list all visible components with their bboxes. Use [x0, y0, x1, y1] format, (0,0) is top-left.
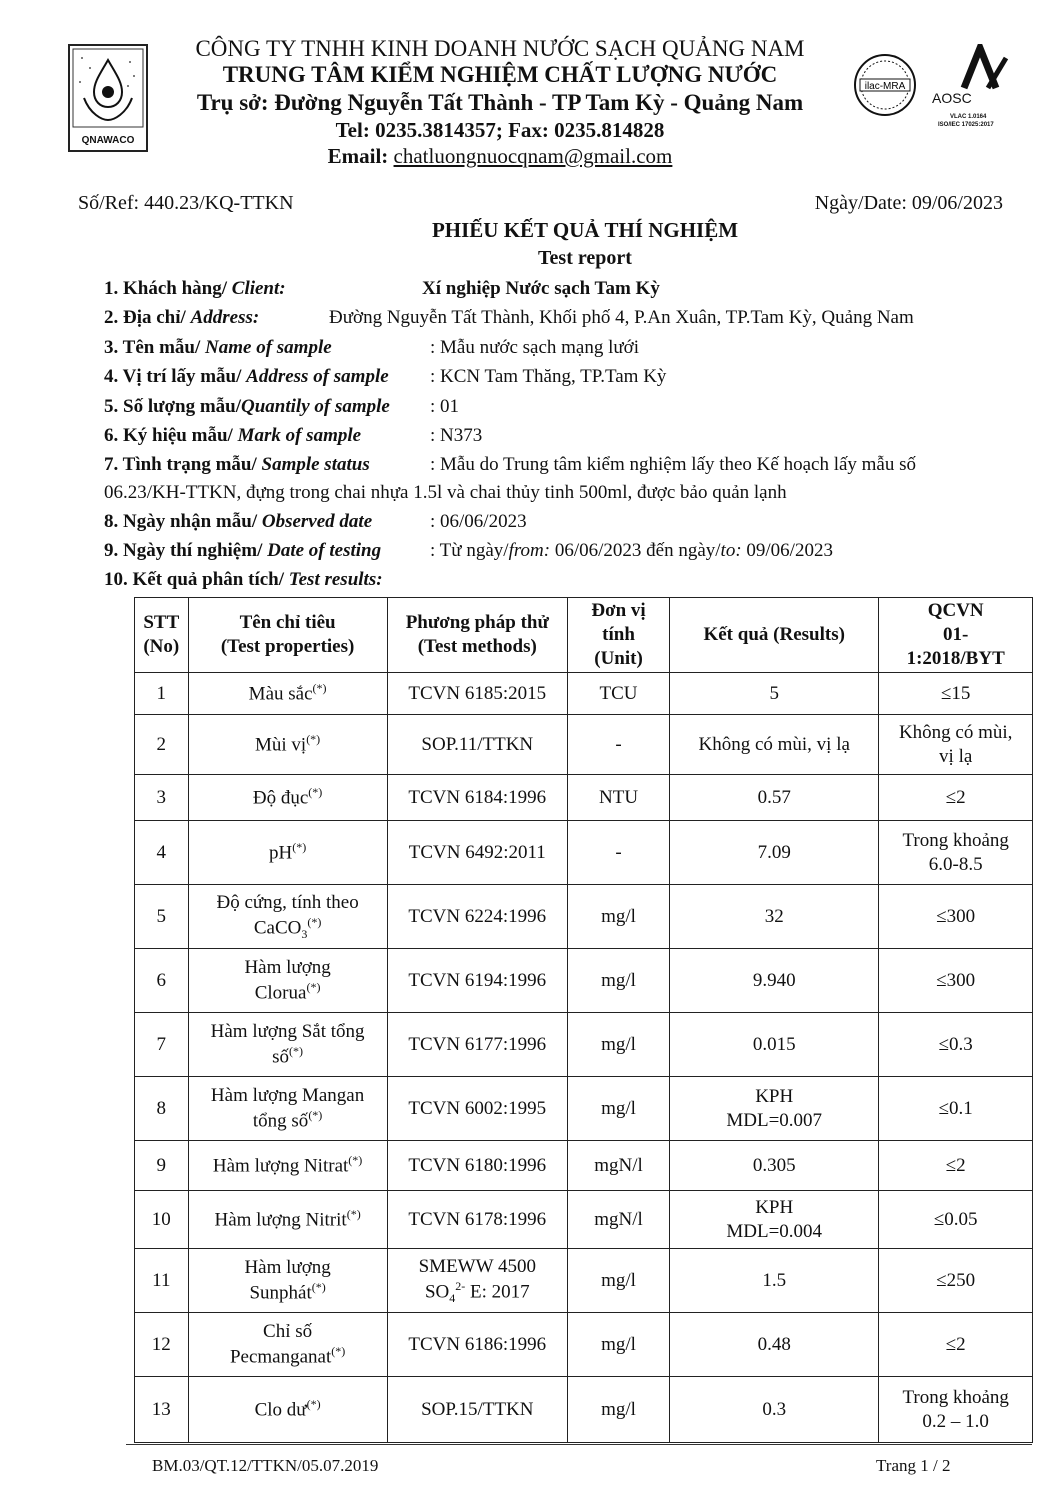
contact-phone: Tel: 0235.3814357; Fax: 0235.814828: [335, 118, 665, 142]
table-header-row: [135, 598, 1033, 673]
quantity-label: 5. Số lượng mẫu/Quantily of sample: [104, 396, 390, 417]
cell-limit: ≤250: [879, 1249, 1033, 1313]
cell-method: TCVN 6002:1995: [387, 1077, 567, 1141]
cell-limit: ≤0.1: [879, 1077, 1033, 1141]
mark-label: 6. Ký hiệu mẫu/ Mark of sample: [104, 425, 362, 446]
report-title: PHIẾU KẾT QUẢ THÍ NGHIỆM: [431, 218, 739, 242]
table-row: [135, 715, 1033, 775]
cell-result: 32: [670, 885, 879, 949]
testing-date-value: : Từ ngày/from: 06/06/2023 đến ngày/to: 09/06/2023: [430, 540, 833, 561]
cell-no: 3: [135, 775, 189, 821]
cell-method: TCVN 6178:1996: [387, 1191, 567, 1249]
cell-limit: Trong khoảng 6.0-8.5: [879, 821, 1033, 885]
cell-result: KPH MDL=0.007: [670, 1077, 879, 1141]
received-value: : 06/06/2023: [430, 511, 527, 532]
cell-method: TCVN 6185:2015: [387, 673, 567, 715]
aosc-triangle-icon: [944, 44, 1010, 92]
cell-no: 10: [135, 1191, 189, 1249]
info-address: [104, 307, 914, 329]
cell-property: Hàm lượng Sunphát(*): [188, 1249, 387, 1313]
report-subtitle: Test report: [538, 247, 632, 269]
cell-unit: mg/l: [568, 1077, 670, 1141]
mark-value: : N373: [430, 425, 483, 446]
cell-unit: mg/l: [568, 1377, 670, 1443]
cell-method: TCVN 6194:1996: [387, 949, 567, 1013]
cell-result: 0.57: [670, 775, 879, 821]
cell-result: 5: [670, 673, 879, 715]
cell-no: 6: [135, 949, 189, 1013]
cell-no: 9: [135, 1141, 189, 1191]
vlac-label: VLAC 1.0164: [950, 114, 987, 120]
cell-property: Hàm lượng Nitrit(*): [188, 1191, 387, 1249]
table-row: [135, 673, 1033, 715]
cell-unit: -: [568, 821, 670, 885]
cell-unit: mg/l: [568, 949, 670, 1013]
logo-caption: QNAWACO: [81, 135, 135, 146]
cell-limit: ≤2: [879, 775, 1033, 821]
cell-limit: ≤2: [879, 1141, 1033, 1191]
sample-location-label: 4. Vị trí lấy mẫu/ Address of sample: [104, 366, 389, 387]
cell-no: 7: [135, 1013, 189, 1077]
office-address: Trụ sở: Đường Nguyễn Tất Thành - TP Tam Kỳ - Quảng Nam: [196, 90, 804, 115]
cell-property: Clo dư(*): [188, 1377, 387, 1443]
table-row: [135, 1249, 1033, 1313]
cell-property: Độ đục(*): [188, 775, 387, 821]
cell-method: TCVN 6177:1996: [387, 1013, 567, 1077]
header-method: Phương pháp thử (Test methods): [387, 598, 567, 673]
cell-no: 12: [135, 1313, 189, 1377]
table-row: [135, 1313, 1033, 1377]
cell-result: 0.015: [670, 1013, 879, 1077]
table-row: [135, 1191, 1033, 1249]
cell-limit: Không có mùi, vị lạ: [879, 715, 1033, 775]
cell-no: 5: [135, 885, 189, 949]
cell-property: pH(*): [188, 821, 387, 885]
cell-result: 7.09: [670, 821, 879, 885]
sample-location-value: : KCN Tam Thăng, TP.Tam Kỳ: [430, 366, 667, 387]
info-testing-date: [104, 540, 833, 562]
info-mark: [104, 425, 483, 447]
status-label: 7. Tình trạng mẫu/ Sample status: [104, 454, 370, 475]
cell-result: 0.305: [670, 1141, 879, 1191]
status-value-continued: 06.23/KH-TTKN, đựng trong chai nhựa 1.5l và chai thủy tinh 500ml, được bảo quản lạnh: [104, 482, 787, 503]
aosc-label: AOSC: [932, 90, 972, 106]
cell-result: 0.48: [670, 1313, 879, 1377]
cell-property: Màu sắc(*): [188, 673, 387, 715]
address-label: 2. Địa chỉ/ Address:: [104, 307, 260, 328]
cell-result: KPH MDL=0.004: [670, 1191, 879, 1249]
cell-method: TCVN 6184:1996: [387, 775, 567, 821]
client-value: Xí nghiệp Nước sạch Tam Kỳ: [422, 278, 660, 299]
iso-label: ISO/IEC 17025:2017: [938, 122, 994, 128]
header-property: Tên chỉ tiêu (Test properties): [188, 598, 387, 673]
cell-result: 1.5: [670, 1249, 879, 1313]
sample-name-label: 3. Tên mẫu/ Name of sample: [104, 337, 332, 358]
accreditation-logos: [852, 42, 1012, 138]
cell-method: TCVN 6224:1996: [387, 885, 567, 949]
footer-divider: [126, 1444, 1032, 1445]
cell-property: Hàm lượng Mangan tổng số(*): [188, 1077, 387, 1141]
email-label: Email:: [327, 144, 394, 168]
form-code: BM.03/QT.12/TTKN/05.07.2019: [152, 1456, 379, 1475]
cell-unit: -: [568, 715, 670, 775]
cell-no: 8: [135, 1077, 189, 1141]
cell-method: SOP.11/TTKN: [387, 715, 567, 775]
table-row: [135, 775, 1033, 821]
cell-no: 1: [135, 673, 189, 715]
company-name: CÔNG TY TNHH KINH DOANH NƯỚC SẠCH QUẢNG NAM: [195, 36, 805, 61]
table-row: [135, 885, 1033, 949]
sample-name-value: : Mẫu nước sạch mạng lưới: [430, 337, 640, 358]
cell-unit: NTU: [568, 775, 670, 821]
cell-property: Hàm lượng Sắt tổng số(*): [188, 1013, 387, 1077]
company-logo: [68, 44, 148, 152]
cell-property: Hàm lượng Clorua(*): [188, 949, 387, 1013]
header-unit: Đơn vị tính (Unit): [568, 598, 670, 673]
cell-method: SMEWW 4500 $SO_4^{2-}$ E: 2017: [387, 1249, 567, 1313]
info-status: [104, 454, 917, 476]
cell-unit: mg/l: [568, 1013, 670, 1077]
header-qcvn: QCVN 01- 1:2018/BYT: [879, 598, 1033, 673]
info-quantity: [104, 396, 460, 418]
cell-unit: mg/l: [568, 885, 670, 949]
cell-method: SOP.15/TTKN: [387, 1377, 567, 1443]
cell-unit: mg/l: [568, 1249, 670, 1313]
cell-property: Hàm lượng Nitrat(*): [188, 1141, 387, 1191]
cell-unit: mgN/l: [568, 1141, 670, 1191]
address-value: Đường Nguyễn Tất Thành, Khối phố 4, P.An Xuân, TP.Tam Kỳ, Quảng Nam: [329, 307, 914, 328]
contact-email: [160, 144, 840, 169]
header-stt: STT (No): [135, 598, 189, 673]
client-label: 1. Khách hàng/ Client:: [104, 278, 286, 299]
center-name: TRUNG TÂM KIỂM NGHIỆM CHẤT LƯỢNG NƯỚC: [222, 62, 778, 87]
ilac-text: ilac-MRA: [864, 81, 906, 92]
cell-result: 9.940: [670, 949, 879, 1013]
cell-limit: ≤15: [879, 673, 1033, 715]
cell-no: 4: [135, 821, 189, 885]
header-result: Kết quả (Results): [670, 598, 879, 673]
info-client: [104, 278, 660, 300]
info-received-date: [104, 511, 527, 533]
results-table: [134, 597, 1033, 1443]
cell-property: Chỉ số Pecmanganat(*): [188, 1313, 387, 1377]
cell-limit: Trong khoảng 0.2 – 1.0: [879, 1377, 1033, 1443]
page-number: Trang 1 / 2: [876, 1456, 951, 1475]
table-row: [135, 1077, 1033, 1141]
info-results-heading: [104, 569, 383, 591]
cell-no: 11: [135, 1249, 189, 1313]
ilac-mra-icon: [852, 52, 918, 118]
table-row: [135, 821, 1033, 885]
cell-property: Độ cứng, tính theo CaCO$_3$(*): [188, 885, 387, 949]
cell-no: 2: [135, 715, 189, 775]
info-sample-name: [104, 337, 640, 359]
results-label: 10. Kết quả phân tích/ Test results:: [104, 569, 383, 590]
table-row: [135, 1377, 1033, 1443]
cell-result: Không có mùi, vị lạ: [670, 715, 879, 775]
reference-number: Số/Ref: 440.23/KQ-TTKN: [78, 192, 294, 214]
email-link[interactable]: chatluongnuocqnam@gmail.com: [393, 144, 673, 168]
status-value: : Mẫu do Trung tâm kiểm nghiệm lấy theo Kế hoạch lấy mẫu số: [430, 454, 917, 475]
cell-no: 13: [135, 1377, 189, 1443]
cell-result: 0.3: [670, 1377, 879, 1443]
cell-unit: mgN/l: [568, 1191, 670, 1249]
cell-limit: ≤0.05: [879, 1191, 1033, 1249]
cell-method: TCVN 6180:1996: [387, 1141, 567, 1191]
table-row: [135, 1141, 1033, 1191]
cell-method: TCVN 6492:2011: [387, 821, 567, 885]
info-sample-location: [104, 366, 667, 388]
table-row: [135, 949, 1033, 1013]
cell-limit: ≤0.3: [879, 1013, 1033, 1077]
cell-property: Mùi vị(*): [188, 715, 387, 775]
cell-unit: TCU: [568, 673, 670, 715]
report-date: Ngày/Date: 09/06/2023: [814, 192, 1003, 214]
received-label: 8. Ngày nhận mẫu/ Observed date: [104, 511, 373, 532]
table-row: [135, 1013, 1033, 1077]
testing-date-label: 9. Ngày thí nghiệm/ Date of testing: [104, 540, 382, 561]
cell-limit: ≤300: [879, 949, 1033, 1013]
quantity-value: : 01: [430, 396, 460, 417]
cell-method: TCVN 6186:1996: [387, 1313, 567, 1377]
table-body: [135, 673, 1033, 1443]
cell-limit: ≤2: [879, 1313, 1033, 1377]
cell-unit: mg/l: [568, 1313, 670, 1377]
cell-limit: ≤300: [879, 885, 1033, 949]
water-drop-hands-icon: [70, 46, 146, 130]
